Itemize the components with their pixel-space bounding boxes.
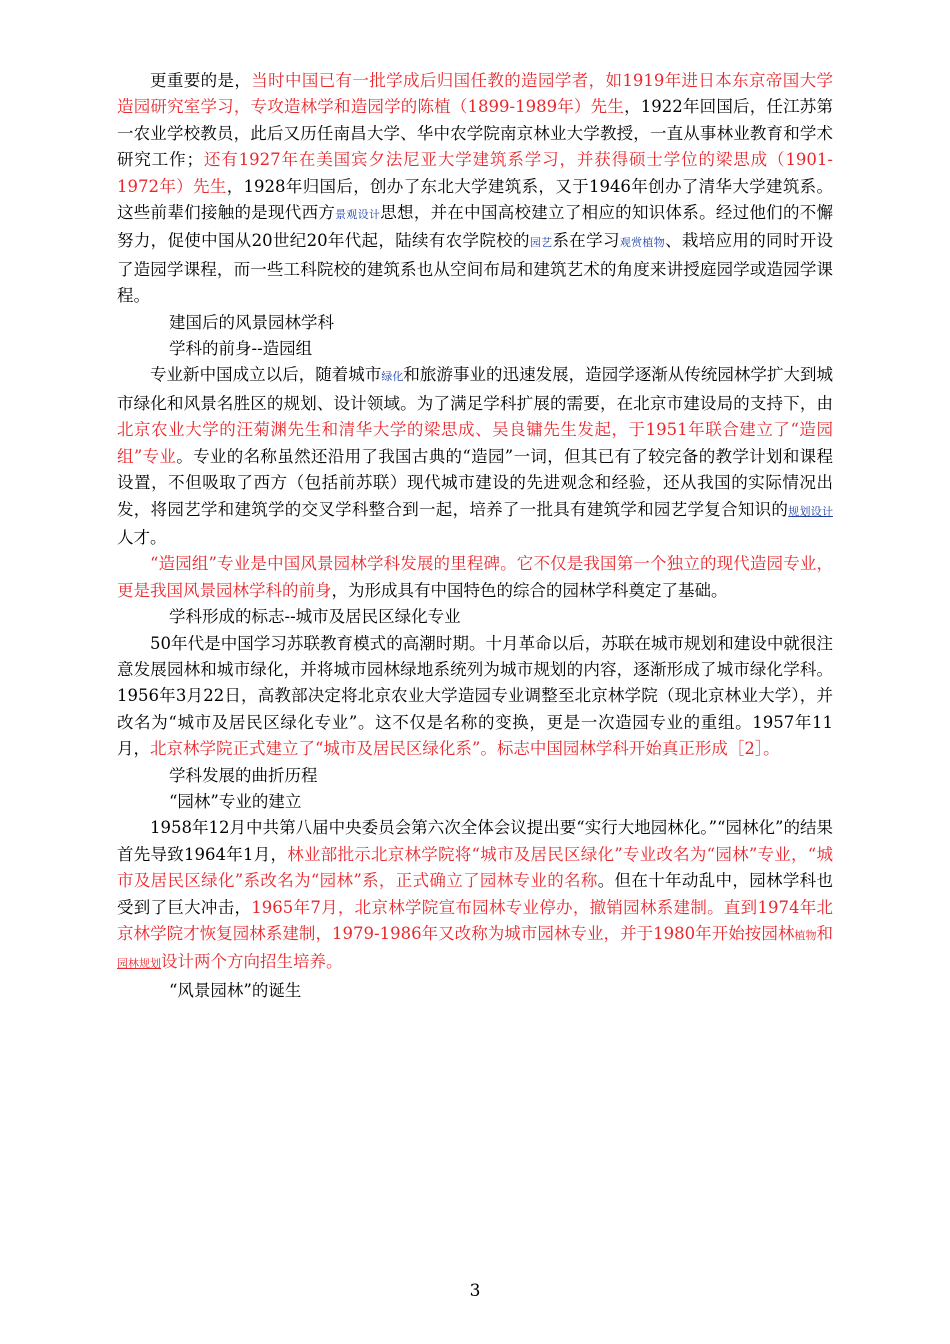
keyword-link[interactable]: 绿化 [381, 370, 404, 384]
page-number: 3 [469, 1281, 481, 1301]
highlight-text: 北京农业大学的汪菊渊先生和清华大学的梁思成、吴良镛先生发起，于1951年联合建立了“造园组”专业 [117, 420, 833, 466]
highlight-text: “造园组”专业是中国风景园林学科发展的里程碑。它不仅是我国第一个独立的现代造园专业，更是我国风景园林学科的前身 [117, 554, 833, 600]
keyword-link[interactable]: 园林规划 [117, 957, 161, 971]
highlight-text: 1965年7月，北京林学院宣布园林专业停办，撤销园林系建制。直到1974年北京林学院才恢复园林系建制，1979-1986年又改称为城市园林专业，并于1980年开始按园林 [117, 897, 834, 943]
keyword-link[interactable]: 植物 [794, 929, 817, 942]
highlight-text: 还有1927年在美国宾夕法尼亚大学建筑系学习，并获得硕士学位的梁思成（1901-1972年）先生 [117, 150, 834, 196]
paragraph-3: “造园组”专业是中国风景园林学科发展的里程碑。它不仅是我国第一个独立的现代造园专业，更是我国风景园林学科的前身，为形成具有中国特色的综合的园林学科奠定了基础。 [117, 554, 833, 600]
subsection-heading: 学科形成的标志--城市及居民区绿化专业 [169, 607, 461, 627]
subsection-heading: “园林”专业的建立 [169, 791, 302, 811]
paragraph-4: 50年代是中国学习苏联教育模式的高潮时期。十月革命以后，苏联在城市规划和建设中就很注意发展园林和城市绿化，并将城市园林绿地系统列为城市规划的内容，逐渐形成了城市绿化学科。1956年3月22日，高教部决定将北京农业大学造园专业调整至北京林学院（现北京林业大学），并改名为“城市及居民区绿化专业”。这不仅是名称的变换，更是一次造园专业的重组。1957年11月，北京林学院正式建立了“城市及居民区绿化系”。标志中国园林学科开始真正形成［2］。 [117, 633, 833, 759]
subsection-heading: 学科发展的曲折历程 [169, 765, 318, 785]
paragraph-5: 1958年12月中共第八届中央委员会第六次全体会议提出要“实行大地园林化。”“园林化”的结果首先导致1964年1月，林业部批示北京林学院将“城市及居民区绿化”专业改名为“园林”专业，“城市及居民区绿化”系改名为“园林”系，正式确立了园林专业的名称。但在十年动乱中，园林学科也受到了巨大冲击，1965年7月，北京林学院宣布园林专业停办，撤销园林系建制。直到1974年北京林学院才恢复园林系建制，1979-1986年又改称为城市园林专业，并于1980年开始按园林植物和园林规划设计两个方向招生培养。 [117, 818, 834, 972]
highlight-text: 当时中国已有一批学成后归国任教的造园学者，如1919年进日本东京帝国大学造园研究室学习，专攻造林学和造园学的陈植（1899-1989年）先生 [117, 71, 833, 117]
highlight-text: 北京林学院正式建立了“城市及居民区绿化系”。标志中国园林学科开始真正形成［2］。 [150, 739, 780, 759]
section-heading: 建国后的风景园林学科 [169, 312, 334, 332]
subsection-heading: “风景园林”的诞生 [169, 980, 302, 1000]
highlight-text: 林业部批示北京林学院将“城市及居民区绿化”专业改名为“园林”专业，“城市及居民区绿化”系改名为“园林”系，正式确立了园林专业的名称 [117, 844, 833, 891]
paragraph-2: 专业新中国成立以后，随着城市绿化和旅游事业的迅速发展，造园学逐渐从传统园林学扩大到城市绿化和风景名胜区的规划、设计领域。为了满足学科扩展的需要，在北京市建设局的支持下，由北京农业大学的汪菊渊先生和清华大学的梁思成、吴良镛先生发起，于1951年联合建立了“造园组”专业。专业的名称虽然还沿用了我国古典的“造园”一词，但其已有了较完备的教学计划和课程设置，不但吸取了西方（包括前苏联）现代城市建设的先进观念和经验，还从我国的实际情况出发，将园艺学和建筑学的交叉学科整合到一起，培养了一批具有建筑学和园艺学复合知识的规划设计人才。 [117, 365, 834, 547]
document-page [117, 68, 833, 1004]
keyword-link[interactable]: 景观设计 [335, 208, 381, 222]
paragraph-1: 更重要的是，当时中国已有一批学成后归国任教的造园学者，如1919年进日本东京帝国大学造园研究室学习，专攻造林学和造园学的陈植（1899-1989年）先生，1922年回国后，任江苏第一农业学校教员，此后又历任南昌大学、华中农学院南京林业大学教授，一直从事林业教育和学术研究工作；还有1927年在美国宾夕法尼亚大学建筑系学习，并获得硕士学位的梁思成（1901-1972年）先生，1928年归国后，创办了东北大学建筑系，又于1946年创办了清华大学建筑系。这些前辈们接触的是现代西方景观设计思想，并在中国高校建立了相应的知识体系。经过他们的不懈努力，促使中国从20世纪20年代起，陆续有农学院校的园艺系在学习观赏植物、栽培应用的同时开设了造园学课程，而一些工科院校的建筑系也从空间布局和建筑艺术的角度来讲授庭园学或造园学课程。 [117, 71, 834, 306]
keyword-link[interactable]: 规划设计 [788, 504, 834, 518]
keyword-link[interactable]: 观赏植物 [619, 236, 666, 250]
keyword-link[interactable]: 园艺 [529, 236, 553, 250]
subsection-heading: 学科的前身--造园组 [169, 339, 313, 359]
